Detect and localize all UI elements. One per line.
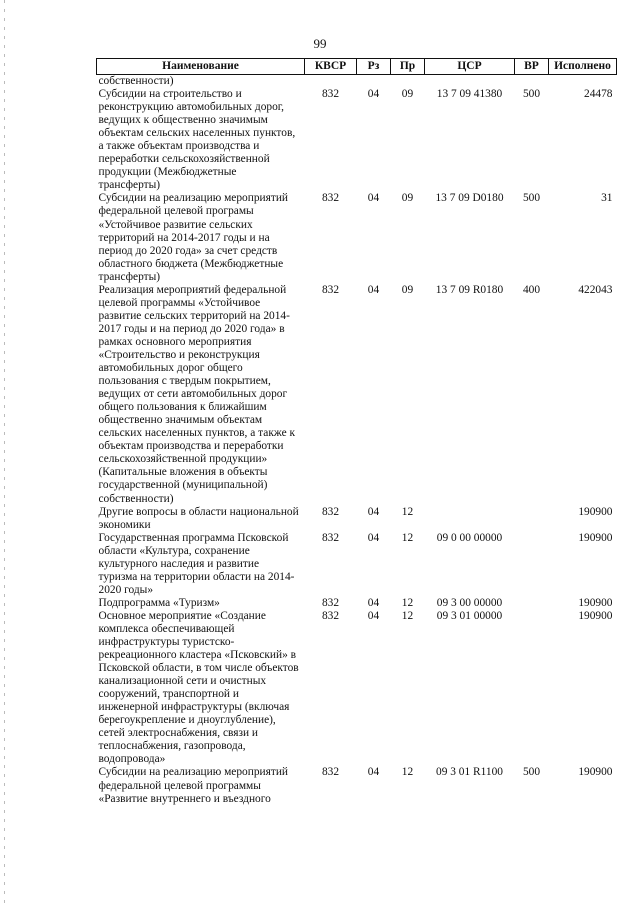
header-rz: Рз	[357, 59, 391, 75]
row-rz: 04	[367, 609, 380, 622]
row-pr: 12	[401, 766, 414, 779]
row-executed: 190900	[578, 531, 613, 544]
row-kvsr: 832	[321, 192, 340, 205]
row-pr: 12	[401, 596, 414, 609]
row-pr: 12	[401, 609, 414, 622]
row-name: Основное мероприятие «Создание комплекса обеспечивающей инфраструктуры туристско-рекреационного кластера «Псковский» в Псковской области, в том числе объектов канализационной сети и очистных сооружений, транспортной и инженерной инфраструктуры (включая берегоукрепление и дноуглубление), сетей электроснабжения, связи и теплоснабжения, газопровода, водопровода»	[98, 609, 299, 766]
row-vr: 500	[522, 766, 541, 779]
header-name: Наименование	[97, 59, 305, 75]
row-pr: 12	[401, 505, 414, 518]
row-rz: 04	[367, 505, 380, 518]
row-kvsr: 832	[321, 531, 340, 544]
row-executed: 190900	[578, 766, 613, 779]
row-kvsr: 832	[321, 88, 340, 101]
budget-table-container	[96, 58, 616, 806]
table-header	[97, 59, 617, 75]
table-row	[97, 532, 617, 597]
row-rz: 04	[367, 766, 380, 779]
row-kvsr: 832	[321, 505, 340, 518]
row-rz	[357, 75, 391, 89]
row-vr	[515, 75, 549, 89]
table-row	[97, 597, 617, 610]
row-csr: 13 7 09 41380	[436, 88, 503, 101]
row-vr: 400	[522, 283, 541, 296]
row-name: Государственная программа Псковской области «Культура, сохранение культурного наследия и развитие туризма на территории области на 2014-2020 годы»	[98, 531, 295, 596]
row-executed: 190900	[578, 505, 613, 518]
row-csr: 13 7 09 R0180	[435, 283, 504, 296]
row-csr	[425, 506, 515, 532]
scan-edge-artifact	[4, 0, 5, 905]
row-vr: 500	[522, 88, 541, 101]
row-pr	[391, 75, 425, 89]
row-kvsr: 832	[321, 766, 340, 779]
row-rz: 04	[367, 531, 380, 544]
table-row	[97, 506, 617, 532]
row-vr	[515, 610, 549, 767]
row-name: Другие вопросы в области национальной экономики	[98, 505, 299, 531]
row-pr: 09	[401, 88, 414, 101]
row-executed: 190900	[578, 596, 613, 609]
row-executed: 31	[601, 192, 613, 205]
header-executed: Исполнено	[549, 59, 617, 75]
row-rz: 04	[367, 283, 380, 296]
row-vr	[515, 532, 549, 597]
row-csr	[425, 75, 515, 89]
header-pr: Пр	[391, 59, 425, 75]
budget-table	[96, 58, 617, 806]
row-executed: 422043	[578, 283, 613, 296]
row-kvsr: 832	[321, 609, 340, 622]
table-row	[97, 192, 617, 283]
row-pr: 09	[401, 192, 414, 205]
row-name: Субсидии на реализацию мероприятий федеральной целевой програмы «Устойчивое развитие сельских территорий на 2014-2017 годы и на период до 2020 года» за счет средств областного бюджета (Межбюджетные трансферты)	[98, 192, 289, 283]
row-csr: 13 7 09 D0180	[435, 192, 504, 205]
row-pr: 12	[401, 531, 414, 544]
table-row	[97, 284, 617, 506]
row-kvsr: 832	[321, 283, 340, 296]
table-body	[97, 75, 617, 806]
header-vr: ВР	[515, 59, 549, 75]
row-csr: 09 3 01 00000	[436, 609, 503, 622]
row-executed: 24478	[584, 88, 613, 101]
row-name: Субсидии на строительство и реконструкцию автомобильных дорог, ведущих к общественно значимым объектам сельских населенных пунктов, а также объектам производства и переработки сельскохозяйственной продукции (Межбюджетные трансферты)	[98, 88, 296, 192]
row-pr: 09	[401, 283, 414, 296]
row-rz: 04	[367, 192, 380, 205]
row-executed	[549, 75, 617, 89]
row-rz: 04	[367, 596, 380, 609]
table-row	[97, 88, 617, 192]
row-vr	[515, 506, 549, 532]
header-kvsr: КВСР	[305, 59, 357, 75]
row-rz: 04	[367, 88, 380, 101]
row-vr: 500	[522, 192, 541, 205]
row-vr	[515, 597, 549, 610]
row-csr: 09 3 01 R1100	[436, 766, 503, 779]
header-csr: ЦСР	[425, 59, 515, 75]
row-name: Реализация мероприятий федеральной целевой программы «Устойчивое развитие сельских территорий на 2014-2017 годы и на период до 2020 года» в рамках основного мероприятия «Строительство и реконструкция автомобильных дорог общего пользования с твердым покрытием, ведущих от сети автомобильных дорог общего пользования к ближайшим общественно значимым объектам сельских населенных пунктов, а также к объектам производства и переработки сельскохозяйственной продукции» (Капитальные вложения в объекты государственной (муниципальной) собственности)	[98, 283, 296, 505]
row-name: Субсидии на реализацию мероприятий федеральной целевой программы «Развитие внутреннего и въездного	[98, 766, 289, 805]
row-kvsr: 832	[321, 596, 340, 609]
row-csr: 09 3 00 00000	[436, 596, 503, 609]
table-row	[97, 766, 617, 805]
row-name: собственности)	[98, 75, 174, 87]
row-name: Подпрограмма «Туризм»	[98, 596, 220, 609]
row-kvsr	[305, 75, 357, 89]
row-executed: 190900	[578, 609, 613, 622]
table-row	[97, 75, 617, 89]
page-number: 99	[313, 36, 327, 51]
row-csr: 09 0 00 00000	[436, 531, 503, 544]
table-row	[97, 610, 617, 767]
